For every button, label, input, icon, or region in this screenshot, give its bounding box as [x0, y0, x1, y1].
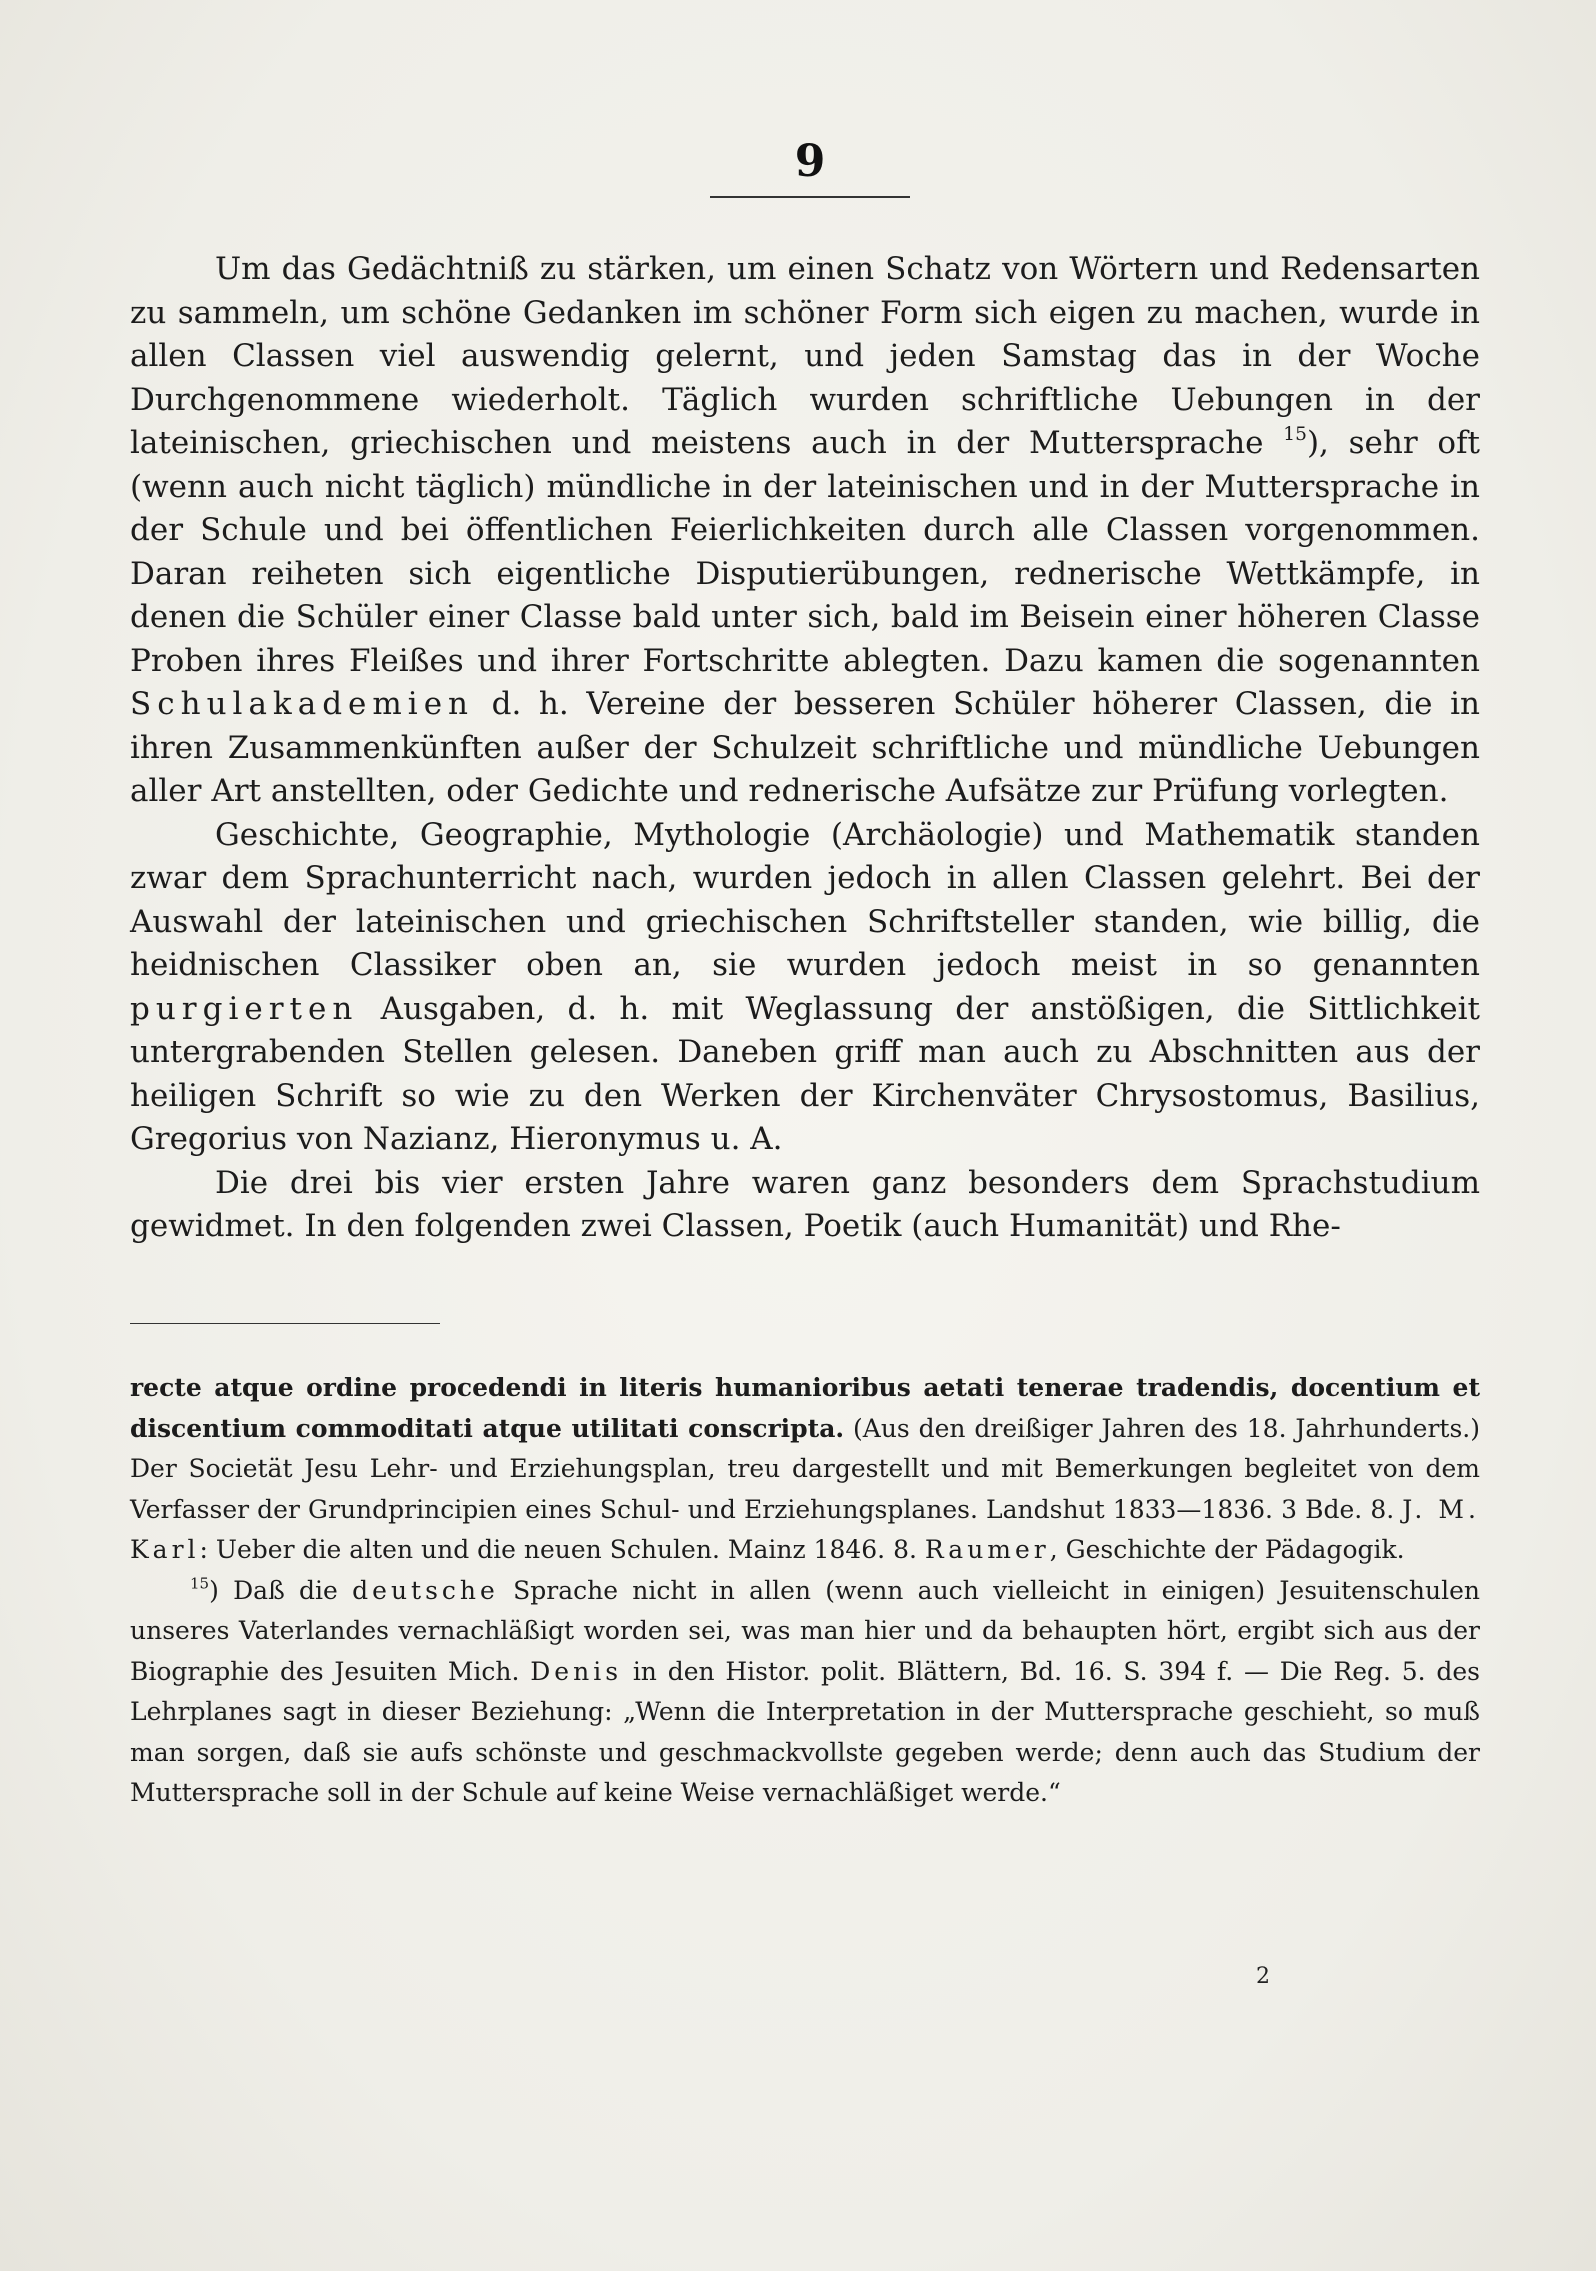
footnotes — [130, 1368, 1480, 1814]
header-rule — [710, 196, 910, 198]
emphasis-deutsche: deutsche — [352, 1575, 499, 1605]
footnote-separator — [130, 1323, 440, 1324]
latin-title: recte atque ordine procedendi in literis humanioribus aetati tenerae tradendis, docentium et discentium commoditati atque utilitati conscripta. — [130, 1373, 1480, 1443]
paragraph-1-text-b: ), sehr oft (wenn auch nicht täglich) mündliche in der lateinischen und in der Muttersprache in der Schule und bei öffentlichen Feierlichkeiten durch alle Classen vorgenommen. Daran reiheten sich eigentliche Disputierübungen, rednerische Wettkämpfe, in denen die Schüler einer Classe bald unter sich, bald im Beisein einer höheren Classe Proben ihres Fleißes und ihrer Fortschritte ablegten. Dazu kamen die sogenannten — [130, 425, 1481, 679]
footnote-reference-15: 15 — [1283, 423, 1307, 445]
paragraph-1 — [130, 248, 1480, 814]
footnote-15-text-a: ) Daß die — [209, 1575, 338, 1605]
footnote-15-marker: 15 — [190, 1574, 210, 1592]
paragraph-2-text-a: Geschichte, Geographie, Mythologie (Archäologie) und Mathematik standen zwar dem Sprachunterricht nach, wurden jedoch in allen Classen gelehrt. Bei der Auswahl der lateinischen und griechischen Schriftsteller standen, wie billig, die heidnischen Classiker oben an, sie wurden jedoch meist in so genannten — [130, 816, 1480, 983]
paragraph-1-text-c: d. h. Vereine der besseren Schüler höherer Classen, die in ihren Zusammenkünften außer der Schulzeit schriftliche und mündliche Uebungen aller Art anstellten, oder Gedichte und rednerische Aufsätze zur Prüfung vorlegten. — [130, 686, 1480, 809]
footnote-continuation — [130, 1368, 1480, 1571]
footnote-15 — [130, 1571, 1480, 1814]
paragraph-3-text: Die drei bis vier ersten Jahre waren ganz besonders dem Sprachstudium gewidmet. In den folgenden zwei Classen, Poetik (auch Humanität) und Rhe- — [130, 1164, 1480, 1244]
footnote-15-text-c: in den Histor. polit. Blättern, Bd. 16. S. 394 f. — Die Reg. 5. des Lehrplanes sagt in dieser Beziehung: „Wenn die Interpretation in der Muttersprache geschieht, so muß man sorgen, daß sie aufs schönste und geschmackvollste gegeben werde; denn auch das Studium der Muttersprache soll in der Schule auf keine Weise vernachläßiget werde.“ — [130, 1656, 1480, 1807]
page-header — [710, 136, 910, 198]
paragraph-1-text-a: Um das Gedächtniß zu stärken, um einen Schatz von Wörtern und Redensarten zu sammeln, um schöne Gedanken im schöner Form sich eigen zu machen, wurde in allen Classen viel auswendig gelernt, und jeden Samstag das in der Woche Durchgenommene wiederholt. Täglich wurden schriftliche Uebungen in der lateinischen, griechischen und meistens auch in der Muttersprache — [130, 251, 1480, 461]
paragraph-3 — [130, 1162, 1480, 1249]
author-denis: Denis — [530, 1656, 623, 1686]
footnote-continuation-text-2: : Ueber die alten und die neuen Schulen. Mainz 1846. 8. — [199, 1535, 917, 1564]
emphasis-schulakademien: Schulakademien — [130, 686, 475, 722]
paragraph-2-text-b: Ausgaben, d. h. mit Weglassung der anstößigen, die Sittlichkeit untergrabenden Stellen gelesen. Daneben griff man auch zu Abschnitten aus der heiligen Schrift so wie zu den Werken der Kirchenväter Chrysostomus, Basilius, Gregorius von Nazianz, Hieronymus u. A. — [130, 990, 1480, 1157]
footnote-continuation-text: (Aus den dreißiger Jahren des 18. Jahrhunderts.) Der Societät Jesu Lehr- und Erziehungsplan, treu dargestellt und mit Bemerkungen begleitet von dem Verfasser der Grundprincipien eines Schul- und Erziehungsplanes. Landshut 1833—1836. 3 Bde. 8. — [130, 1413, 1480, 1524]
author-karl: J. M. Karl — [130, 1494, 1480, 1564]
footnote-continuation-text-3: , Geschichte der Pädagogik. — [1049, 1535, 1405, 1564]
page-number: 9 — [794, 136, 826, 187]
signature-mark: 2 — [1256, 1964, 1270, 1989]
main-text — [130, 248, 1480, 1249]
emphasis-purgierten: purgierten — [130, 990, 359, 1027]
footnote-15-text-b: Sprache nicht in allen (wenn auch vielleicht in einigen) Jesuitenschulen unseres Vaterlandes vernachläßigt worden sei, was man hier und da behaupten hört, ergibt sich aus der Biographie des Jesuiten Mich. — [130, 1575, 1480, 1686]
paragraph-2 — [130, 814, 1480, 1162]
author-raumer: Raumer — [924, 1535, 1050, 1564]
